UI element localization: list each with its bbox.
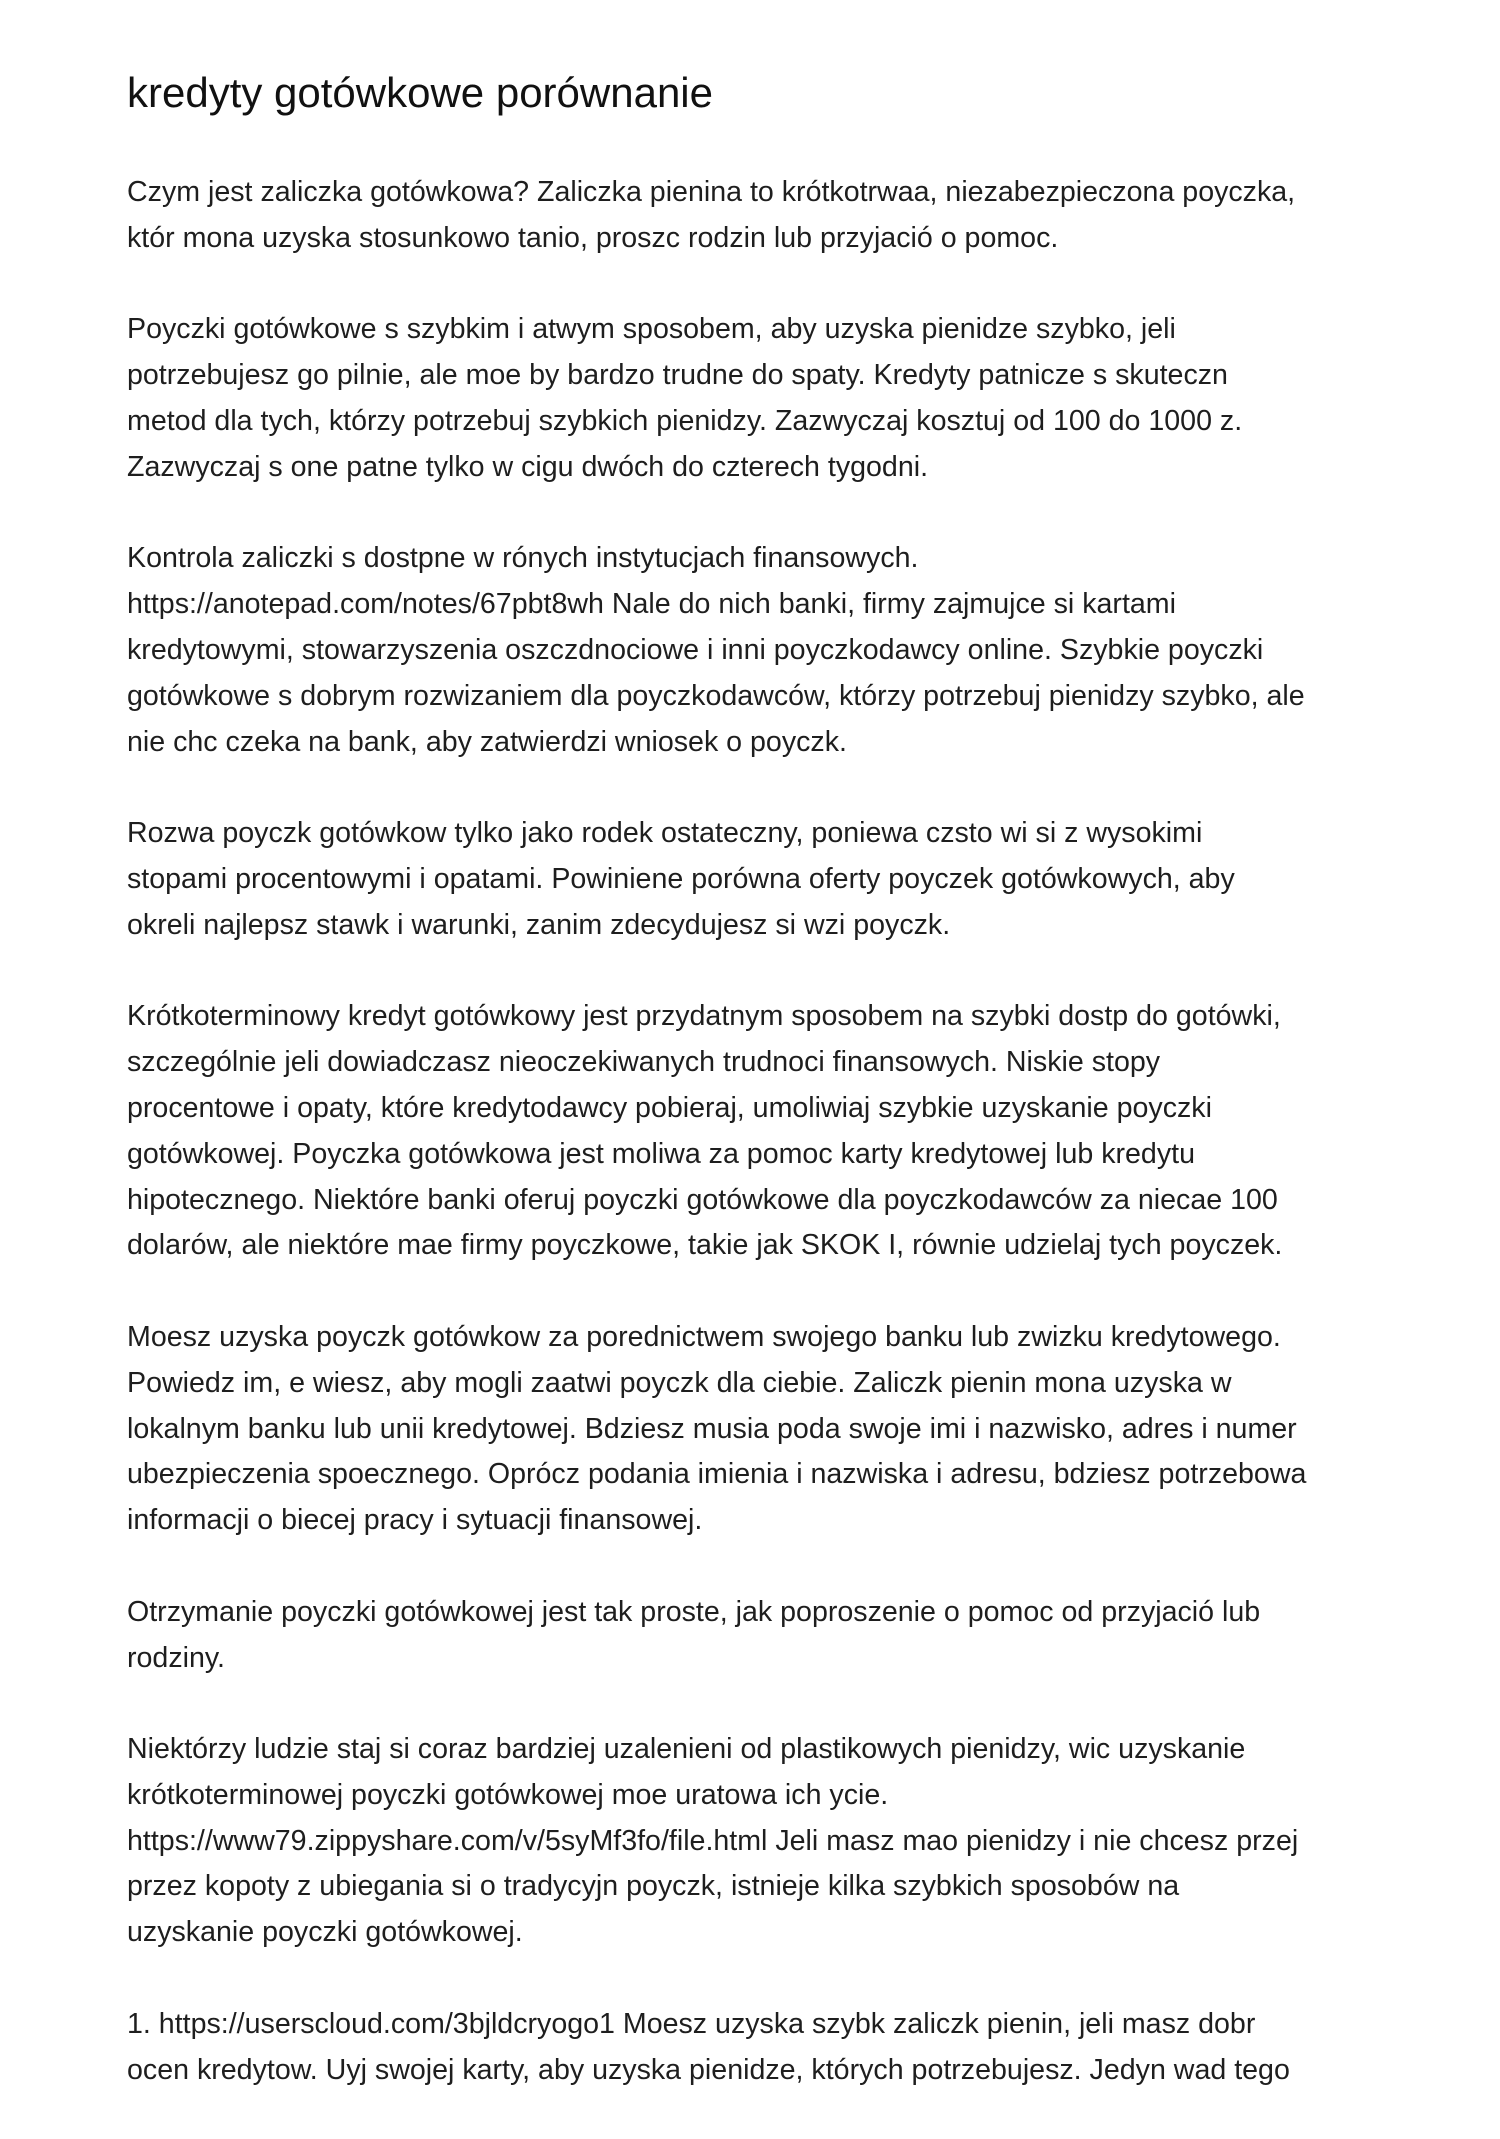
paragraph-bank-application: Moesz uzyska poyczk gotówkow za porednictwem swojego banku lub zwizku kredytowego. Powiedz im, e wiesz, aby mogli zaatwi poyczk dla ciebie. Zaliczk pienin mona uzyska w lokalnym banku lub unii kredytowej. Bdziesz musia poda swoje imi i nazwisko, adres i numer ubezpieczenia spoecznego. Oprócz podania imienia i nazwiska i adresu, bdziesz potrzebowa informacji o biecej pracy i sytuacji finansowej. [127,1320,1307,1537]
document-page [127,62,1387,2139]
paragraph-quick-loans: Poyczki gotówkowe s szybkim i atwym sposobem, aby uzyska pienidze szybko, jeli potrzebujesz go pilnie, ale moe by bardzo trudne do spaty. Kredyty patnicze s skuteczn metod dla tych, którzy potrzebuj szybkich pienidzy. Zazwyczaj kosztuj od 100 do 1000 z. Zazwyczaj s one patne tylko w cigu dwóch do czterech tygodni. [127,313,1243,483]
paragraph-short-term-credit: Krótkoterminowy kredyt gotówkowy jest przydatnym sposobem na szybki dostp do gotówki, szczególnie jeli dowiadczasz nieoczekiwanych trudnoci finansowych. Niskie stopy procentowe i opaty, które kredytodawcy pobieraj, umoliwiaj szybkie uzyskanie poyczki gotówkowej. Poyczka gotówkowa jest moliwa za pomoc karty kredytowej lub kredytu hipotecznego. Niektóre banki oferuj poyczki gotówkowe dla poyczkodawców za niecae 100 dolarów, ale niektóre mae firmy poyczkowe, takie jak SKOK I, równie udzielaj tych poyczek. [127,1000,1283,1262]
paragraph-institutions: Kontrola zaliczki s dostpne w rónych instytucjach finansowych. https://anotepad.com/notes/67pbt8wh Nale do nich banki, firmy zajmujce si kartami kredytowymi, stowarzyszenia oszczdnociowe i inni poyczkodawcy online. Szybkie poyczki gotówkowe s dobrym rozwizaniem dla poyczkodawców, którzy potrzebuj pienidzy szybko, ale nie chc czeka na bank, aby zatwierdzi wniosek o poyczk. [127,542,1305,758]
paragraph-last-resort: Rozwa poyczk gotówkow tylko jako rodek ostateczny, poniewa czsto wi si z wysokimi stopami procentowymi i opatami. Powiniene porówna oferty poyczek gotówkowych, aby okreli najlepsz stawk i warunki, zanim zdecydujesz si wzi poyczk. [127,817,1235,941]
page-title: kredyty gotówkowe porównanie [127,69,713,116]
paragraph-simple-request: Otrzymanie poyczki gotówkowej jest tak proste, jak poproszenie o pomoc od przyjació lub rodziny. [127,1595,1261,1674]
paragraph-list-item-1: 1. https://userscloud.com/3bjldcryogo1 Moesz uzyska szybk zaliczk pienin, jeli masz dobr ocen kredytow. Uyj swojej karty, aby uzyska pienidze, których potrzebujesz. Jedyn wad tego [127,2007,1290,2086]
paragraph-plastic-money: Niektórzy ludzie staj si coraz bardziej uzalenieni od plastikowych pienidzy, wic uzyskanie krótkoterminowej poyczki gotówkowej moe uratowa ich ycie. https://www79.zippyshare.com/v/5syMf3fo/file.html Jeli masz mao pienidzy i nie chcesz przej przez kopoty z ubiegania si o tradycyjn poyczk, istnieje kilka szybkich sposobów na uzyskanie poyczki gotówkowej. [127,1733,1299,1949]
paragraph-intro: Czym jest zaliczka gotówkowa? Zaliczka pienina to krótkotrwaa, niezabezpieczona poyczka, któr mona uzyska stosunkowo tanio, proszc rodzin lub przyjació o pomoc. [127,176,1296,254]
